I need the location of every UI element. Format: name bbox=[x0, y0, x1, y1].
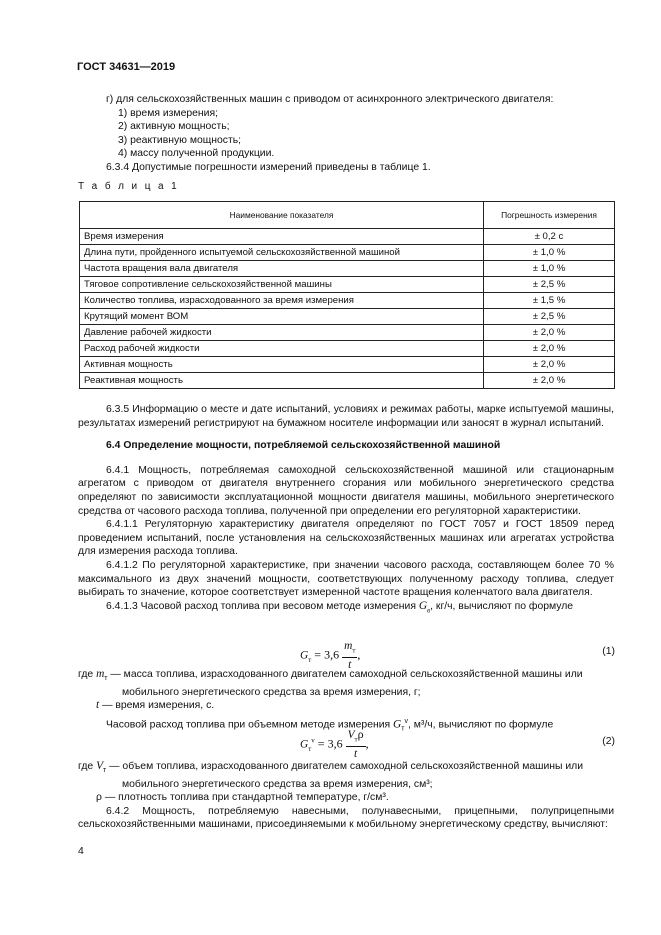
paragraph-6-4-1-3 bbox=[78, 600, 614, 618]
where-rho: ρ — плотность топлива при стандартной температуре, г/см³. bbox=[96, 792, 389, 804]
paragraph-6-3-4: 6.3.4 Допустимые погрешности измерений приведены в таблице 1. bbox=[106, 161, 431, 173]
where-t: t — время измерения, с. bbox=[96, 699, 215, 712]
list-item: 4) массу полученной продукции. bbox=[118, 148, 275, 160]
table-row bbox=[80, 341, 615, 357]
row-name: Крутящий момент ВОМ bbox=[80, 309, 484, 325]
where-vt: где $V_т$ — объем топлива, израсходованного двигателем самоходной сельскохозяйственной машины или мобильного энергетического средства за время измерения, см³; bbox=[78, 760, 584, 790]
list-intro: г) для сельскохозяйственных машин с приводом от асинхронного электрического двигателя: bbox=[106, 94, 554, 105]
where-mt-text: — масса топлива, израсходованного двигателем самоходной сельскохозяйственной машины или мобильного энергетического средства за время измерения, г; bbox=[110, 669, 583, 698]
row-error: ± 1,0 % bbox=[484, 261, 615, 277]
table-row bbox=[80, 309, 615, 325]
where-mt: где $m_т$ — масса топлива, израсходованного двигателем самоходной сельскохозяйственной машины или мобильного энергетического средства за время измерения, г; bbox=[78, 668, 583, 698]
row-name: Давление рабочей жидкости bbox=[80, 325, 484, 341]
row-error: ± 2,5 % bbox=[484, 277, 615, 293]
row-error: ± 2,0 % bbox=[484, 357, 615, 373]
where-rho-text: — плотность топлива при стандартной температуре, г/см³. bbox=[104, 792, 389, 804]
symbol-gv: $G_в$ bbox=[418, 599, 431, 614]
equation-number-2: (2) bbox=[602, 736, 615, 747]
table-row bbox=[80, 293, 615, 309]
measurement-list bbox=[78, 93, 614, 175]
p6413-text-a: 6.4.1.3 Часовой расход топлива при весовом методе измерения bbox=[106, 600, 416, 612]
table-header-error: Погрешность измерения bbox=[484, 202, 615, 229]
table-row bbox=[80, 357, 615, 373]
p6413-text-b: , кг/ч, вычисляют по формуле bbox=[430, 600, 574, 612]
volume-method-text: Часовой расход топлива при объемном методе измерения $G_т^v$, м³/ч, вычисляют по формуле bbox=[106, 717, 554, 733]
document-header: ГОСТ 34631—2019 bbox=[77, 61, 176, 73]
row-error: ± 0,2 с bbox=[484, 229, 615, 245]
list-item: 2) активную мощность; bbox=[118, 121, 230, 133]
row-error: ± 1,0 % bbox=[484, 245, 615, 261]
section-heading: 6.4 Определение мощности, потребляемой сельскохозяйственной машиной bbox=[106, 440, 501, 452]
paragraph-6-4-2: 6.4.2 Мощность, потребляемую навесными, полунавесными, прицепными, полуприцепными сельскохозяйственными машинами, присоединяемыми к мобильному энергетическому средству, вычисляют: bbox=[78, 805, 614, 831]
table-header-name: Наименование показателя bbox=[80, 202, 484, 229]
where-block-2 bbox=[78, 760, 614, 832]
row-name: Тяговое сопротивление сельскохозяйственной машины bbox=[80, 277, 484, 293]
vol-text-a: Часовой расход топлива при объемном методе измерения bbox=[106, 719, 391, 731]
errors-table bbox=[79, 201, 615, 389]
table-row bbox=[80, 261, 615, 277]
where-t-text: — время измерения, с. bbox=[102, 700, 215, 712]
list-item: 1) время измерения; bbox=[118, 107, 218, 119]
where-block-1 bbox=[78, 668, 614, 736]
section-text bbox=[78, 403, 614, 618]
vol-text-b: , м³/ч, вычисляют по формуле bbox=[408, 719, 554, 731]
page-number: 4 bbox=[78, 846, 84, 857]
table-row bbox=[80, 373, 615, 389]
table-row bbox=[80, 325, 615, 341]
paragraph-6-4-1: 6.4.1 Мощность, потребляемая самоходной сельскохозяйственной машиной или стационарным агрегатом с приводом от двигателя внутреннего сгорания или мобильного энергетического средства определяют по зависимости эксплуатационной мощности двигателя машины, мобильного энергетического средства от часового расхода топлива, полученной при определении его регуляторной характеристики. bbox=[78, 464, 614, 517]
paragraph-6-4-1-1: 6.4.1.1 Регуляторную характеристику двигателя определяют по ГОСТ 7057 и ГОСТ 18509 перед проведением испытаний, после установления на сельскохозяйственных машинах или агрегатах устройства для измерения расхода топлива. bbox=[78, 519, 614, 558]
row-name: Длина пути, пройденного испытуемой сельскохозяйственной машиной bbox=[80, 245, 484, 261]
table-row bbox=[80, 229, 615, 245]
row-error: ± 2,0 % bbox=[484, 373, 615, 389]
formula-2: $G_т^v = 3,6$ $\frac{V_т\rho}{t}$ , bbox=[300, 727, 369, 761]
table-caption: Т а б л и ц а 1 bbox=[78, 181, 180, 192]
table-row bbox=[80, 245, 615, 261]
row-name: Активная мощность bbox=[80, 357, 484, 373]
row-error: ± 2,0 % bbox=[484, 341, 615, 357]
row-error: ± 2,5 % bbox=[484, 309, 615, 325]
row-name: Реактивная мощность bbox=[80, 373, 484, 389]
table-row bbox=[80, 277, 615, 293]
equation-number-1: (1) bbox=[602, 646, 615, 657]
row-name: Количество топлива, израсходованного за время измерения bbox=[80, 293, 484, 309]
row-name: Расход рабочей жидкости bbox=[80, 341, 484, 357]
list-item: 3) реактивную мощность; bbox=[118, 134, 242, 146]
formula-1: $G_т = 3,6$ $\frac{m_т}{t}$ , bbox=[300, 640, 361, 672]
row-name: Время измерения bbox=[80, 229, 484, 245]
row-error: ± 2,0 % bbox=[484, 325, 615, 341]
paragraph-6-3-5: 6.3.5 Информацию о месте и дате испытаний, условиях и режимах работы, марке испытуемой машины, результатах измерений регистрируют на бумажном носителе информации или заносят в журнал испытаний. bbox=[78, 404, 614, 429]
paragraph-6-4-1-2: 6.4.1.2 По регуляторной характеристике, при значении часового расхода, составляющем более 70 % максимального из двух значений мощности, соответствующих полученному расходу топлива, следует выбирать то значение, которое соответствует измеренной частоте вращения коленчатого вала двигателя. bbox=[78, 559, 614, 599]
where-vt-text: — объем топлива, израсходованного двигателем самоходной сельскохозяйственной машины или мобильного энергетического средства за время измерения, см³; bbox=[109, 761, 584, 790]
row-name: Частота вращения вала двигателя bbox=[80, 261, 484, 277]
row-error: ± 1,5 % bbox=[484, 293, 615, 309]
